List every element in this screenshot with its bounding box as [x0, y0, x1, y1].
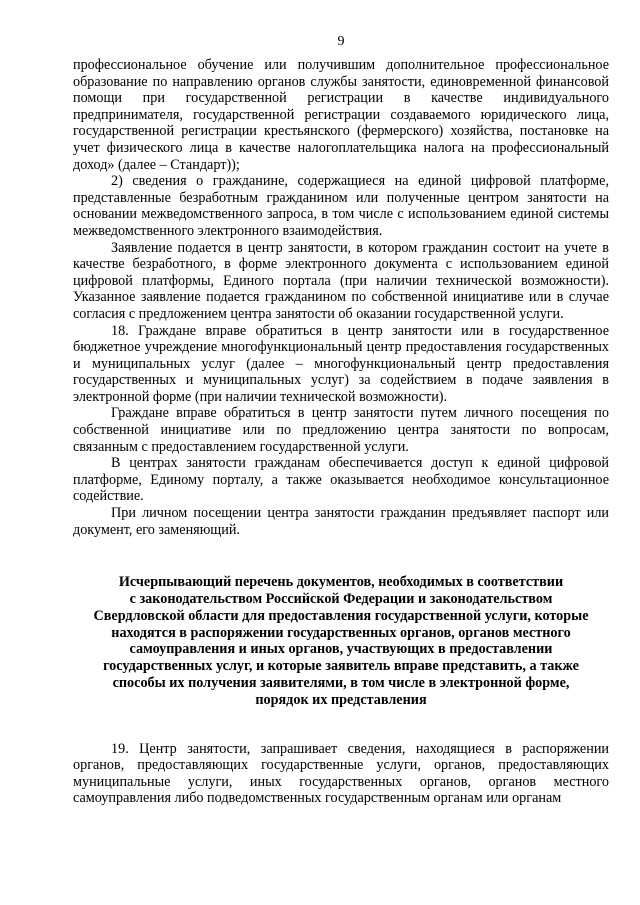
paragraph-passport: При личном посещении центра занятости гражданин предъявляет паспорт или документ, его заменяющий. — [73, 505, 609, 538]
heading-line: с законодательством Российской Федерации и законодательством — [129, 591, 553, 608]
heading-line: государственных услуг, и которые заявитель вправе представить, а также — [103, 658, 579, 675]
paragraph-item-19: 19. Центр занятости, запрашивает сведения, находящиеся в распоряжении органов, предоставляющих государственные услуги, органов, предоставляющих муниципальные услуги, иных государственных органов, органов местного самоуправления либо подведомственных государственным органам или органам — [73, 740, 609, 807]
body-text — [73, 57, 609, 538]
paragraph-personal-visit: Граждане вправе обратиться в центр занятости путем личного посещения по собственной инициативе или по предложению центра занятости по вопросам, связанным с предоставлением государственной услуги. — [73, 405, 609, 455]
heading-line: способы их получения заявителями, в том числе в электронной форме, — [112, 675, 570, 691]
paragraph-item-2: 2) сведения о гражданине, содержащиеся на единой цифровой платформе, представленные безработным гражданином или полученные центром занятости на основании межведомственного запроса, в том числе с использованием единой системы межведомственного электронного взаимодействия. — [73, 173, 609, 239]
paragraph-item-18: 18. Граждане вправе обратиться в центр занятости или в государственное бюджетное учреждение многофункциональный центр предоставления государственных и муниципальных услуг (далее – многофункциональный центр предоставления государственных и муниципальных услуг) за содействием в подаче заявления в электронной форме (при наличии технической возможности). — [73, 322, 609, 405]
heading-line: Исчерпывающий перечень документов, необходимых в соответствии — [118, 574, 564, 591]
paragraph-continuation: профессиональное обучение или получившим дополнительное профессиональное образование по направлению органов службы занятости, единовременной финансовой помощи при государственной регистрации в качестве индивидуального предпринимателя, государственной регистрации создаваемого юридического лица, государственной регистрации крестьянского (фермерского) хозяйства, постановке на учет физического лица в качестве налогоплательщика налога на профессиональный доход» (далее – Стандарт)); — [73, 57, 609, 173]
section-heading — [73, 574, 609, 708]
heading-line: порядок их представления — [255, 691, 427, 708]
heading-line: самоуправления и иных органов, участвующих в предоставлении — [129, 641, 553, 658]
page-number: 9 — [337, 34, 345, 49]
paragraph-platform-access: В центрах занятости гражданам обеспечивается доступ к единой цифровой платформе, Единому порталу, а также оказывается необходимое консультационное содействие. — [73, 455, 609, 505]
heading-line: Свердловской области для предоставления государственной услуги, которые — [93, 607, 589, 624]
paragraph-application-submission: Заявление подается в центр занятости, в котором гражданин состоит на учете в качестве безработного, в форме электронного документа с использованием единой цифровой платформы, Единого портала (при наличии технической возможности). Указанное заявление подается гражданином по собственной инициативе или в случае согласия с предложением центра занятости об оказании государственной услуги. — [73, 239, 609, 322]
heading-line: находятся в распоряжении государственных органов, органов местного — [111, 624, 571, 641]
